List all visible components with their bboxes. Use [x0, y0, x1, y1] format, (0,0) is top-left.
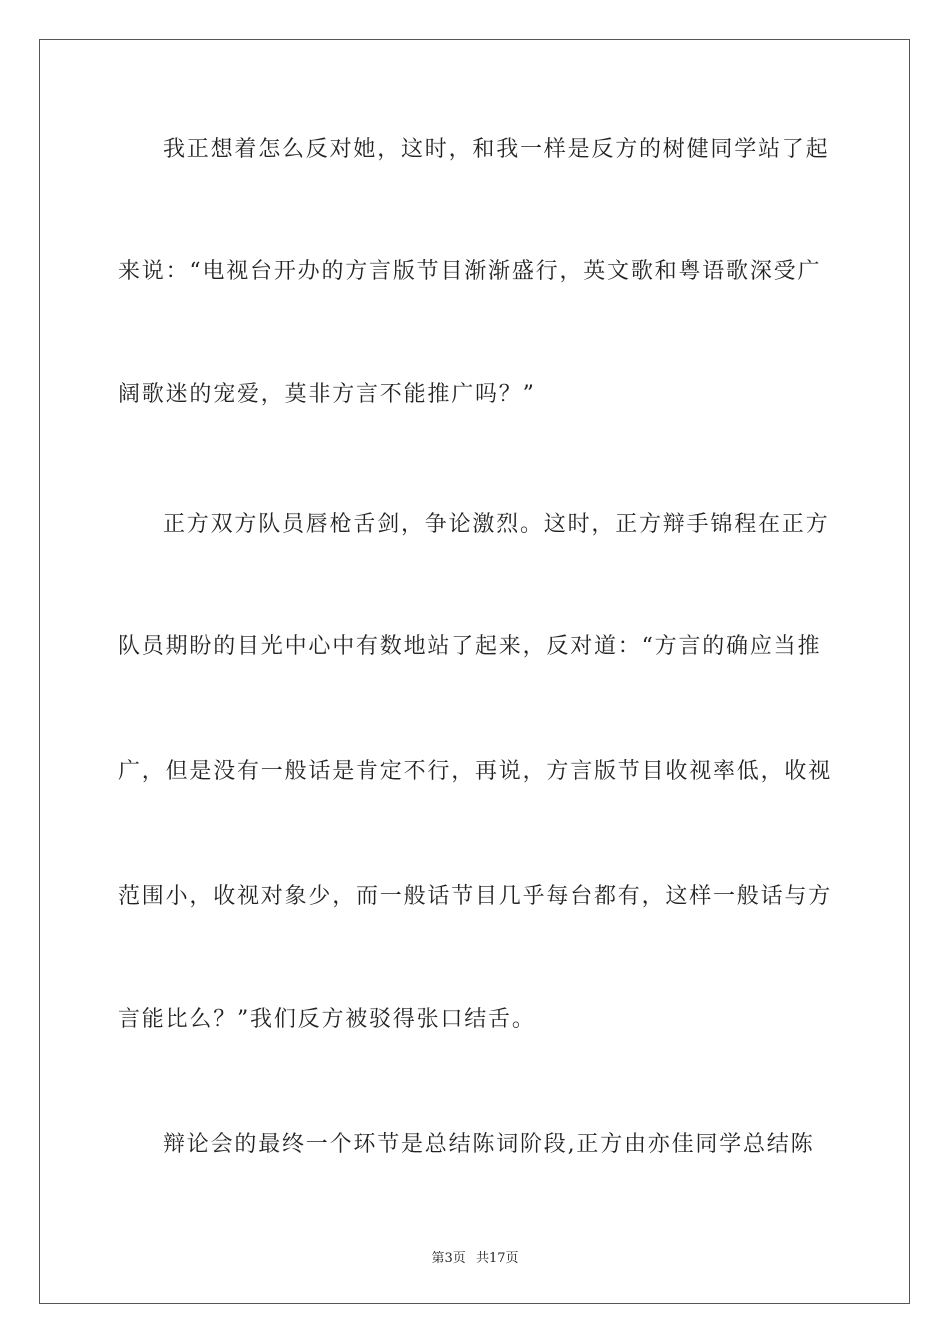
text-line-6: 广，但是没有一般话是肯定不行，再说，方言版节目收视率低，收视 — [118, 759, 833, 784]
text-line-2: 来说：“电视台开办的方言版节目渐渐盛行，英文歌和粤语歌深受广 — [118, 259, 822, 284]
text-line-7: 范围小，收视对象少，而一般话节目几乎每台都有，这样一般话与方 — [118, 884, 833, 909]
page-number: 第3页 — [431, 1251, 466, 1266]
text-line-9: 辩论会的最终一个环节是总结陈词阶段,正方由亦佳同学总结陈 — [163, 1132, 815, 1157]
text-line-8: 言能比么？”我们反方被驳得张口结舌。 — [118, 1007, 536, 1032]
text-line-4: 正方双方队员唇枪舌剑，争论激烈。这时，正方辩手锦程在正方 — [163, 512, 830, 537]
text-line-3: 阔歌迷的宠爱，莫非方言不能推广吗？” — [118, 382, 536, 407]
text-line-5: 队员期盼的目光中心中有数地站了起来，反对道：“方言的确应当推 — [118, 634, 822, 659]
page-border — [39, 39, 910, 1304]
page-footer — [0, 1247, 950, 1266]
text-line-1: 我正想着怎么反对她，这时，和我一样是反方的树健同学站了起 — [163, 137, 830, 162]
total-pages: 共17页 — [475, 1251, 519, 1266]
